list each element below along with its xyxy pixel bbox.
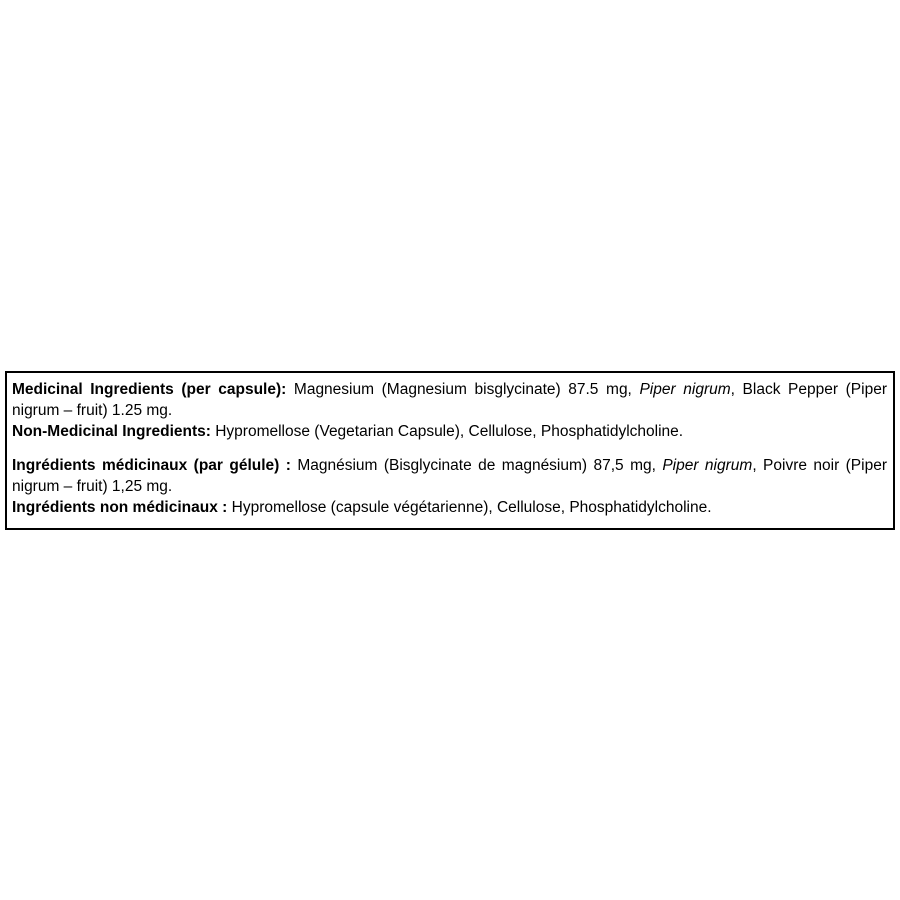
non-medicinal-ingredients-en-heading: Non-Medicinal Ingredients:: [12, 423, 216, 440]
non-medicinal-ingredients-fr: [12, 497, 887, 518]
medicinal-ingredients-en-body-2: , Black Pepper (Piper nigrum – fruit) 1.25 mg.: [12, 381, 887, 419]
ingredients-panel: [5, 371, 895, 530]
non-medicinal-ingredients-en: [12, 421, 887, 442]
medicinal-ingredients-en-body-1: Magnesium (Magnesium bisglycinate) 87.5 mg,: [293, 381, 640, 398]
medicinal-ingredients-fr-body-1: Magnésium (Bisglycinate de magnésium) 87,5 mg,: [297, 457, 663, 474]
latin-name-fr: Piper nigrum: [662, 457, 753, 474]
medicinal-ingredients-fr-heading: Ingrédients médicinaux (par gélule) :: [12, 457, 298, 474]
non-medicinal-ingredients-fr-heading: Ingrédients non médicinaux :: [12, 499, 232, 516]
latin-name-en: Piper nigrum: [639, 381, 731, 398]
non-medicinal-ingredients-fr-body: Hypromellose (capsule végétarienne), Cellulose, Phosphatidylcholine.: [231, 499, 712, 516]
medicinal-ingredients-fr-body-2: , Poivre noir (Piper nigrum – fruit) 1,25 mg.: [12, 457, 887, 495]
non-medicinal-ingredients-en-body: Hypromellose (Vegetarian Capsule), Cellulose, Phosphatidylcholine.: [215, 423, 684, 440]
medicinal-ingredients-en-heading: Medicinal Ingredients (per capsule):: [12, 381, 294, 398]
medicinal-ingredients-fr: [12, 455, 887, 497]
medicinal-ingredients-en: [12, 379, 887, 421]
